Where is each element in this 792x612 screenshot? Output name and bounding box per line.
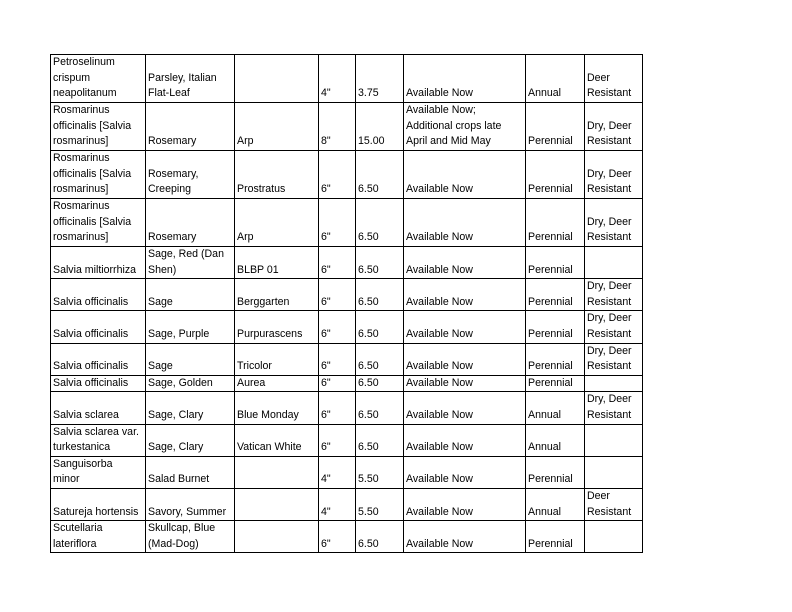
cell-price: 3.75 bbox=[356, 55, 404, 103]
cell-availability: Available Now bbox=[404, 279, 526, 311]
cell-variety: Blue Monday bbox=[235, 392, 319, 424]
table-row bbox=[51, 151, 643, 199]
cell-lifecycle: Perennial bbox=[526, 199, 585, 247]
cell-common-name: Rosemary, Creeping bbox=[146, 151, 235, 199]
cell-pot-size: 6" bbox=[319, 375, 356, 392]
cell-botanical-name: Salvia officinalis bbox=[51, 375, 146, 392]
table-row bbox=[51, 311, 643, 343]
cell-common-name: Skullcap, Blue (Mad-Dog) bbox=[146, 521, 235, 553]
cell-pot-size: 4" bbox=[319, 55, 356, 103]
cell-variety bbox=[235, 456, 319, 488]
cell-botanical-name: Salvia officinalis bbox=[51, 279, 146, 311]
cell-lifecycle: Perennial bbox=[526, 279, 585, 311]
cell-price: 6.50 bbox=[356, 521, 404, 553]
cell-notes: Dry, Deer Resistant bbox=[585, 151, 643, 199]
cell-common-name: Savory, Summer bbox=[146, 488, 235, 520]
table-row bbox=[51, 375, 643, 392]
cell-price: 6.50 bbox=[356, 279, 404, 311]
cell-price: 15.00 bbox=[356, 103, 404, 151]
cell-botanical-name: Salvia miltiorrhiza bbox=[51, 247, 146, 279]
cell-price: 6.50 bbox=[356, 151, 404, 199]
cell-pot-size: 8" bbox=[319, 103, 356, 151]
cell-notes bbox=[585, 247, 643, 279]
table-row bbox=[51, 424, 643, 456]
cell-common-name: Sage bbox=[146, 343, 235, 375]
cell-availability: Available Now bbox=[404, 521, 526, 553]
cell-pot-size: 6" bbox=[319, 151, 356, 199]
cell-notes: Dry, Deer Resistant bbox=[585, 392, 643, 424]
cell-availability: Available Now bbox=[404, 199, 526, 247]
cell-pot-size: 6" bbox=[319, 199, 356, 247]
cell-variety: Purpurascens bbox=[235, 311, 319, 343]
plant-availability-table bbox=[50, 54, 643, 553]
cell-availability: Available Now bbox=[404, 247, 526, 279]
cell-notes bbox=[585, 424, 643, 456]
cell-lifecycle: Perennial bbox=[526, 375, 585, 392]
cell-botanical-name: Rosmarinus officinalis [Salvia rosmarinus] bbox=[51, 103, 146, 151]
cell-common-name: Sage, Red (Dan Shen) bbox=[146, 247, 235, 279]
cell-notes: Deer Resistant bbox=[585, 488, 643, 520]
cell-notes: Dry, Deer Resistant bbox=[585, 103, 643, 151]
cell-pot-size: 4" bbox=[319, 488, 356, 520]
cell-availability: Available Now bbox=[404, 343, 526, 375]
cell-price: 5.50 bbox=[356, 488, 404, 520]
table-row bbox=[51, 456, 643, 488]
cell-pot-size: 6" bbox=[319, 424, 356, 456]
table-row bbox=[51, 199, 643, 247]
cell-lifecycle: Annual bbox=[526, 424, 585, 456]
cell-common-name: Sage, Clary bbox=[146, 424, 235, 456]
cell-price: 6.50 bbox=[356, 247, 404, 279]
cell-notes: Deer Resistant bbox=[585, 55, 643, 103]
cell-pot-size: 6" bbox=[319, 247, 356, 279]
cell-price: 6.50 bbox=[356, 392, 404, 424]
cell-lifecycle: Annual bbox=[526, 488, 585, 520]
table-row bbox=[51, 103, 643, 151]
cell-availability: Available Now bbox=[404, 456, 526, 488]
cell-lifecycle: Perennial bbox=[526, 103, 585, 151]
cell-botanical-name: Satureja hortensis bbox=[51, 488, 146, 520]
cell-variety: Tricolor bbox=[235, 343, 319, 375]
cell-notes bbox=[585, 456, 643, 488]
table-body bbox=[51, 55, 643, 553]
cell-notes: Dry, Deer Resistant bbox=[585, 199, 643, 247]
table-row bbox=[51, 392, 643, 424]
cell-price: 6.50 bbox=[356, 311, 404, 343]
cell-lifecycle: Perennial bbox=[526, 247, 585, 279]
cell-availability: Available Now bbox=[404, 311, 526, 343]
cell-availability: Available Now bbox=[404, 488, 526, 520]
cell-availability: Available Now bbox=[404, 424, 526, 456]
table-row bbox=[51, 343, 643, 375]
cell-botanical-name: Scutellaria lateriflora bbox=[51, 521, 146, 553]
cell-variety bbox=[235, 488, 319, 520]
table-row bbox=[51, 279, 643, 311]
cell-lifecycle: Perennial bbox=[526, 521, 585, 553]
cell-availability: Available Now bbox=[404, 151, 526, 199]
cell-availability: Available Now; Additional crops late April and Mid May bbox=[404, 103, 526, 151]
cell-botanical-name: Salvia officinalis bbox=[51, 343, 146, 375]
cell-notes bbox=[585, 521, 643, 553]
cell-botanical-name: Rosmarinus officinalis [Salvia rosmarinus] bbox=[51, 199, 146, 247]
cell-variety: Vatican White bbox=[235, 424, 319, 456]
cell-variety: Arp bbox=[235, 103, 319, 151]
cell-botanical-name: Rosmarinus officinalis [Salvia rosmarinus] bbox=[51, 151, 146, 199]
cell-variety bbox=[235, 521, 319, 553]
cell-common-name: Salad Burnet bbox=[146, 456, 235, 488]
cell-lifecycle: Annual bbox=[526, 392, 585, 424]
cell-availability: Available Now bbox=[404, 55, 526, 103]
cell-common-name: Sage, Golden bbox=[146, 375, 235, 392]
cell-availability: Available Now bbox=[404, 375, 526, 392]
cell-lifecycle: Perennial bbox=[526, 151, 585, 199]
table-row bbox=[51, 488, 643, 520]
cell-lifecycle: Perennial bbox=[526, 343, 585, 375]
cell-notes: Dry, Deer Resistant bbox=[585, 279, 643, 311]
cell-variety: Aurea bbox=[235, 375, 319, 392]
cell-variety: Prostratus bbox=[235, 151, 319, 199]
table-row bbox=[51, 55, 643, 103]
cell-price: 5.50 bbox=[356, 456, 404, 488]
cell-pot-size: 6" bbox=[319, 279, 356, 311]
cell-notes bbox=[585, 375, 643, 392]
cell-variety: Arp bbox=[235, 199, 319, 247]
cell-pot-size: 6" bbox=[319, 311, 356, 343]
table-row bbox=[51, 247, 643, 279]
cell-pot-size: 4" bbox=[319, 456, 356, 488]
cell-common-name: Parsley, Italian Flat-Leaf bbox=[146, 55, 235, 103]
cell-common-name: Rosemary bbox=[146, 103, 235, 151]
cell-common-name: Sage bbox=[146, 279, 235, 311]
cell-price: 6.50 bbox=[356, 424, 404, 456]
table-row bbox=[51, 521, 643, 553]
cell-notes: Dry, Deer Resistant bbox=[585, 311, 643, 343]
cell-variety: BLBP 01 bbox=[235, 247, 319, 279]
cell-price: 6.50 bbox=[356, 343, 404, 375]
cell-pot-size: 6" bbox=[319, 343, 356, 375]
cell-availability: Available Now bbox=[404, 392, 526, 424]
cell-price: 6.50 bbox=[356, 375, 404, 392]
cell-lifecycle: Perennial bbox=[526, 456, 585, 488]
cell-botanical-name: Sanguisorba minor bbox=[51, 456, 146, 488]
cell-variety bbox=[235, 55, 319, 103]
cell-lifecycle: Perennial bbox=[526, 311, 585, 343]
cell-common-name: Sage, Purple bbox=[146, 311, 235, 343]
cell-notes: Dry, Deer Resistant bbox=[585, 343, 643, 375]
cell-botanical-name: Petroselinum crispum neapolitanum bbox=[51, 55, 146, 103]
cell-price: 6.50 bbox=[356, 199, 404, 247]
cell-botanical-name: Salvia officinalis bbox=[51, 311, 146, 343]
cell-common-name: Sage, Clary bbox=[146, 392, 235, 424]
cell-common-name: Rosemary bbox=[146, 199, 235, 247]
cell-botanical-name: Salvia sclarea bbox=[51, 392, 146, 424]
cell-pot-size: 6" bbox=[319, 521, 356, 553]
cell-pot-size: 6" bbox=[319, 392, 356, 424]
cell-variety: Berggarten bbox=[235, 279, 319, 311]
cell-botanical-name: Salvia sclarea var. turkestanica bbox=[51, 424, 146, 456]
cell-lifecycle: Annual bbox=[526, 55, 585, 103]
